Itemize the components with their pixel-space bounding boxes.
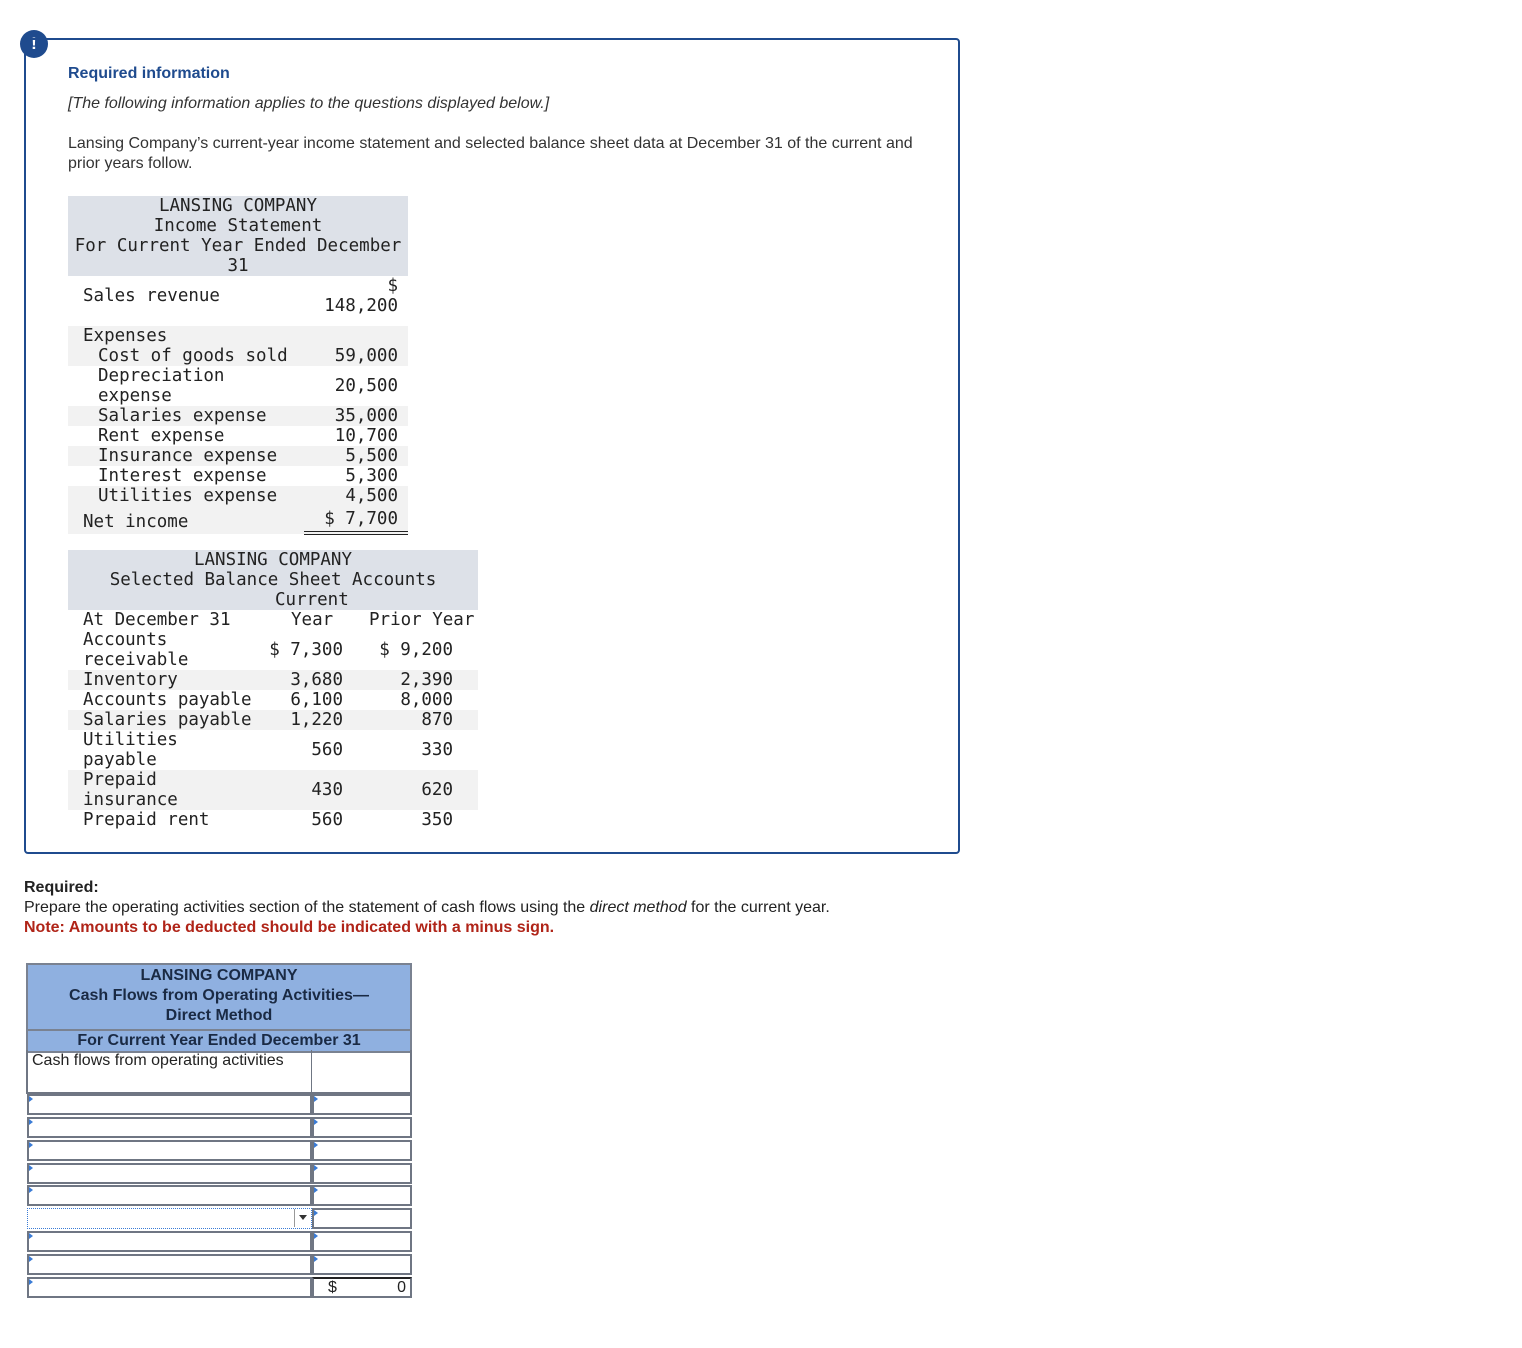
cell-marker-icon bbox=[29, 1256, 33, 1262]
cell-marker-icon bbox=[314, 1210, 318, 1216]
balance-label: Prepaid rent bbox=[83, 810, 210, 830]
balance-current: 3,680 bbox=[290, 670, 343, 690]
expense-label: Interest expense bbox=[98, 466, 267, 486]
expense-label: Insurance expense bbox=[98, 446, 278, 466]
income-period-cont: 31 bbox=[227, 256, 249, 276]
balance-label-cont: insurance bbox=[83, 790, 178, 810]
balance-label: Accounts bbox=[83, 630, 168, 650]
expense-value: 5,300 bbox=[345, 466, 398, 486]
cf-amount-input[interactable] bbox=[312, 1185, 412, 1206]
cf-total-value: 0 bbox=[397, 1279, 406, 1296]
expense-label: Utilities expense bbox=[98, 486, 278, 506]
expense-row bbox=[68, 426, 408, 446]
expenses-heading-row bbox=[68, 326, 408, 346]
cf-amount-input[interactable] bbox=[312, 1208, 412, 1229]
required-section bbox=[24, 878, 830, 938]
expense-label: Depreciation bbox=[98, 366, 225, 386]
cell-marker-icon bbox=[314, 1096, 318, 1102]
cf-first-row-label: Cash flows from operating activities bbox=[26, 1050, 312, 1094]
cf-amount-input[interactable] bbox=[312, 1094, 412, 1115]
balance-row bbox=[68, 630, 478, 670]
balance-title: Selected Balance Sheet Accounts bbox=[109, 570, 437, 590]
balance-row bbox=[68, 810, 478, 830]
expense-value: 5,500 bbox=[345, 446, 398, 466]
cf-line-item-input[interactable] bbox=[27, 1185, 312, 1206]
col-current-bottom: Year bbox=[291, 610, 334, 630]
cf-total-cell bbox=[312, 1277, 412, 1298]
instruction-text: Prepare the operating activities section of the statement of cash flows using the bbox=[24, 899, 590, 916]
required-label: Required: bbox=[24, 879, 99, 896]
expense-row bbox=[68, 446, 408, 466]
col-current-top: Current bbox=[275, 590, 349, 610]
cell-marker-icon bbox=[29, 1119, 33, 1125]
cf-period: For Current Year Ended December 31 bbox=[26, 1031, 412, 1053]
cf-amount-input[interactable] bbox=[312, 1163, 412, 1184]
cf-total-label-input[interactable] bbox=[27, 1277, 312, 1298]
instruction-text-end: for the current year. bbox=[686, 899, 830, 916]
expense-row bbox=[68, 366, 408, 406]
expenses-label: Expenses bbox=[83, 326, 168, 346]
balance-prior: 620 bbox=[421, 780, 453, 800]
intro-text: Lansing Company’s current-year income statement and selected balance sheet data at December 31 of the current and prior years follow. bbox=[68, 135, 913, 172]
cf-title-cont: Direct Method bbox=[165, 1007, 273, 1024]
balance-current: 560 bbox=[311, 740, 343, 760]
balance-current: 1,220 bbox=[290, 710, 343, 730]
balance-row bbox=[68, 670, 478, 690]
cf-company: LANSING COMPANY bbox=[140, 967, 298, 984]
income-statement-header bbox=[68, 196, 408, 276]
expense-value: 35,000 bbox=[334, 406, 398, 426]
balance-current: 560 bbox=[311, 810, 343, 830]
income-title: Income Statement bbox=[153, 216, 323, 236]
cf-line-item-input[interactable] bbox=[27, 1163, 312, 1184]
net-income-label: Net income bbox=[83, 512, 189, 532]
cell-marker-icon bbox=[29, 1187, 33, 1193]
expense-row bbox=[68, 406, 408, 426]
cell-marker-icon bbox=[29, 1233, 33, 1239]
required-information-title: Required information bbox=[68, 65, 230, 82]
balance-label: Accounts payable bbox=[83, 690, 252, 710]
balance-label: Utilities bbox=[83, 730, 178, 750]
balance-prior: 350 bbox=[421, 810, 453, 830]
cf-amount-input[interactable] bbox=[312, 1231, 412, 1252]
cash-flow-worksheet bbox=[26, 963, 412, 1296]
balance-row bbox=[68, 710, 478, 730]
expense-label: Salaries expense bbox=[98, 406, 267, 426]
expense-row bbox=[68, 466, 408, 486]
cf-amount-input[interactable] bbox=[312, 1117, 412, 1138]
cell-marker-icon bbox=[314, 1119, 318, 1125]
balance-company: LANSING COMPANY bbox=[193, 550, 353, 570]
expense-label-cont: expense bbox=[98, 386, 172, 406]
required-instruction bbox=[24, 898, 830, 918]
balance-current: 430 bbox=[311, 780, 343, 800]
cell-marker-icon bbox=[29, 1096, 33, 1102]
balance-sheet bbox=[68, 550, 478, 830]
minus-sign-note: Note: Amounts to be deducted should be indicated with a minus sign. bbox=[24, 919, 555, 936]
expense-row bbox=[68, 346, 408, 366]
balance-prior: 330 bbox=[421, 740, 453, 760]
cell-marker-icon bbox=[314, 1165, 318, 1171]
expense-label: Cost of goods sold bbox=[98, 346, 288, 366]
balance-label: Inventory bbox=[83, 670, 178, 690]
col-prior: Prior Year bbox=[369, 610, 475, 630]
expense-row bbox=[68, 486, 408, 506]
col-header-row-1 bbox=[68, 590, 478, 610]
sales-dollar: $ bbox=[387, 276, 398, 296]
cf-amount-input[interactable] bbox=[312, 1140, 412, 1161]
col-header-row-2 bbox=[68, 610, 478, 630]
income-company: LANSING COMPANY bbox=[158, 196, 318, 216]
net-income-value: $ 7,700 bbox=[324, 509, 398, 529]
balance-prior: $ 9,200 bbox=[379, 640, 453, 660]
instruction-emphasis: direct method bbox=[589, 899, 687, 916]
sales-row bbox=[68, 276, 408, 316]
balance-row bbox=[68, 730, 478, 770]
balance-prior: 8,000 bbox=[400, 690, 453, 710]
balance-label-cont: receivable bbox=[83, 650, 189, 670]
cf-line-item-input[interactable] bbox=[27, 1117, 312, 1138]
net-income-row bbox=[68, 506, 408, 534]
cf-title: Cash Flows from Operating Activities— bbox=[69, 987, 369, 1004]
cf-line-item-dropdown[interactable] bbox=[27, 1208, 312, 1229]
income-period: For Current Year Ended December bbox=[74, 236, 402, 256]
sales-value: 148,200 bbox=[324, 296, 398, 316]
expense-value: 4,500 bbox=[345, 486, 398, 506]
balance-prior: 870 bbox=[421, 710, 453, 730]
sales-label: Sales revenue bbox=[83, 286, 220, 306]
cf-total-dollar: $ bbox=[328, 1279, 337, 1296]
balance-current: $ 7,300 bbox=[269, 640, 343, 660]
balance-sheet-header bbox=[68, 550, 478, 590]
cell-marker-icon bbox=[314, 1187, 318, 1193]
cell-marker-icon bbox=[314, 1142, 318, 1148]
balance-label: Salaries payable bbox=[83, 710, 252, 730]
balance-row bbox=[68, 770, 478, 810]
cell-marker-icon bbox=[29, 1142, 33, 1148]
alert-icon: ! bbox=[20, 30, 48, 58]
expense-value: 10,700 bbox=[334, 426, 398, 446]
expense-label: Rent expense bbox=[98, 426, 225, 446]
cell-marker-icon bbox=[314, 1256, 318, 1262]
balance-label-cont: payable bbox=[83, 750, 157, 770]
col-date-label: At December 31 bbox=[83, 610, 231, 630]
cell-marker-icon bbox=[314, 1233, 318, 1239]
cell-marker-icon bbox=[29, 1165, 33, 1171]
cf-line-item-input[interactable] bbox=[27, 1094, 312, 1115]
expense-value: 59,000 bbox=[334, 346, 398, 366]
cf-line-item-input[interactable] bbox=[27, 1231, 312, 1252]
income-statement bbox=[68, 196, 408, 534]
dropdown-arrow-icon[interactable] bbox=[294, 1209, 311, 1227]
balance-label: Prepaid bbox=[83, 770, 157, 790]
cf-amount-input[interactable] bbox=[312, 1254, 412, 1275]
balance-row bbox=[68, 690, 478, 710]
cf-line-item-input[interactable] bbox=[27, 1140, 312, 1161]
balance-current: 6,100 bbox=[290, 690, 343, 710]
cell-marker-icon bbox=[29, 1279, 33, 1285]
cf-line-item-input[interactable] bbox=[27, 1254, 312, 1275]
cf-first-row-amount bbox=[312, 1050, 412, 1094]
balance-prior: 2,390 bbox=[400, 670, 453, 690]
expense-value: 20,500 bbox=[334, 376, 398, 396]
applies-note: [The following information applies to the questions displayed below.] bbox=[68, 95, 550, 112]
cf-header bbox=[26, 963, 412, 1031]
